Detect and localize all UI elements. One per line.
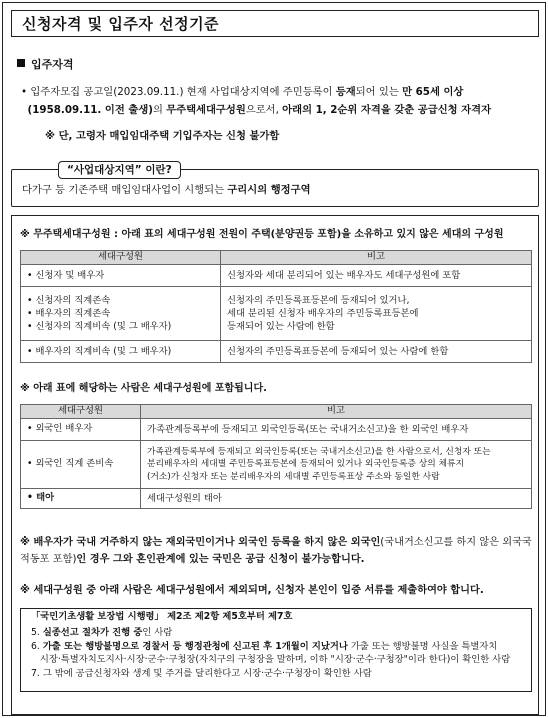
section-heading-text: 입주자격 — [31, 58, 74, 71]
included-member-table — [20, 404, 532, 509]
table-row — [21, 441, 532, 489]
table-header: 세대구성원 — [21, 405, 141, 419]
law-item-7: 7. 그 밖에 공급신청자와 생계 및 주거를 달리한다고 시장·군수·구청장이 확인한 사람 — [31, 668, 372, 680]
table-cell — [21, 341, 221, 363]
para-bold: 무주택세대구성원 — [166, 104, 246, 117]
table-header-row — [21, 251, 532, 265]
page-title: 신청자격 및 입주자 선정기준 — [11, 10, 539, 37]
table-row — [21, 489, 532, 509]
cell-line: (거소)가 신청자 또는 분리배우자의 세대별 주민등록표상 주소와 동일한 사람 — [147, 471, 440, 482]
para-text: 되어 있는 — [355, 86, 403, 98]
table-row — [21, 419, 532, 441]
para-text: 입주자모집 공고일(2023.09.11.) 현재 사업대상지역에 주민등록이 — [30, 86, 336, 98]
para-bold: 등재 — [335, 86, 356, 98]
notice-text: (국내거소신고를 하지 않은 외국국적동포 포함) — [20, 537, 532, 566]
item-bold: 가출 또는 행방불명으로 경찰서 등 행정관청에 신고된 후 1개월이 지났거나 — [42, 641, 348, 653]
para-text: 의 — [152, 104, 167, 117]
cell-line: 세대 분리된 신청자 배우자의 주민등록표등본에 — [227, 307, 419, 319]
cell-line: • 신청자 및 배우자 — [27, 269, 105, 281]
section-heading — [17, 58, 74, 73]
cell-line: 세대구성원의 태아 — [147, 492, 222, 504]
area-text: 다가구 등 기존주택 매입임대사업이 시행되는 — [22, 184, 228, 196]
cell-line: 신청자와 세대 분리되어 있는 배우자도 세대구성원에 포함 — [227, 269, 461, 281]
heading-no-house: ※ 무주택세대구성원 : 아래 표의 세대구성원 전원이 주택(분양권등 포함)을 소유하고 있지 않은 세대의 구성원 — [20, 229, 504, 240]
table-cell — [221, 287, 532, 341]
table-row — [21, 287, 532, 341]
restriction-note: ※ 단, 고령자 매입임대주택 기입주자는 신청 불가함 — [45, 130, 280, 142]
table-cell — [141, 419, 532, 441]
table-row — [21, 265, 532, 287]
table-header: 비고 — [141, 405, 532, 419]
para-text: 으로서, — [245, 104, 283, 117]
cell-line: 분리배우자의 세대별 주민등록표등본에 등재되어 있거나 외국인등록증 상의 체류지 — [147, 459, 464, 470]
law-item-6 — [31, 641, 521, 666]
table-header: 세대구성원 — [21, 251, 221, 265]
law-title: 「국민기초생활 보장법 시행령」 제2조 제2항 제5호부터 제7호 — [31, 611, 293, 622]
para-bold: 만 65세 이상 — [402, 86, 464, 98]
item-text: 6. — [31, 641, 43, 653]
table-cell — [141, 441, 532, 489]
table-cell — [21, 287, 221, 341]
para-bold: (1958.09.11. 이전 출생) — [27, 104, 153, 117]
table-cell: • 태아 — [21, 489, 141, 509]
table-cell: • 외국인 직계 존비속 — [21, 441, 141, 489]
item-text: 가출 또는 행방불명 사실을 특별자치 — [347, 641, 498, 653]
table-header: 비고 — [221, 251, 532, 265]
foreign-spouse-notice — [20, 534, 535, 569]
law-excerpt-box — [20, 608, 532, 692]
notice-bold: ※ 배우자가 국내 거주하지 않는 재외국민이거나 외국인 등록을 하지 않은 외국인 — [20, 537, 381, 548]
para-bold: 아래의 1, 2순위 자격을 갖춘 공급신청 자격자 — [282, 104, 492, 117]
heading-excluded: ※ 세대구성원 중 아래 사람은 세대구성원에서 제외되며, 신청자 본인이 입증 서류를 제출하여야 합니다. — [20, 585, 484, 596]
cell-line: • 신청자의 직계비속 (및 그 배우자) — [27, 321, 172, 332]
area-tag: “사업대상지역” 이란? — [58, 161, 181, 179]
table-cell — [221, 265, 532, 287]
household-member-table — [20, 250, 532, 363]
cell-line: 가족관계등록부에 등재되고 외국인등록(또는 국내거소신고)을 한 외국인 배우자 — [147, 423, 469, 435]
item-bold: 실종선고 절차가 진행 중 — [42, 626, 143, 638]
table-cell: • 외국인 배우자 — [21, 419, 141, 441]
cell-line: • 신청자의 직계존속 — [27, 294, 111, 306]
table-header-row — [21, 405, 532, 419]
eligibility-paragraph — [21, 83, 541, 119]
table-cell — [141, 489, 532, 509]
bullet-dot: • — [21, 86, 31, 98]
cell-line: 신청자의 주민등록표등본에 등재되어 있거나, — [227, 294, 410, 306]
law-item-5 — [31, 627, 521, 640]
cell-line: • 배우자의 직계비속 (및 그 배우자) — [27, 345, 172, 357]
area-text-bold: 구리시의 행정구역 — [227, 184, 311, 196]
cell-line: 등재되어 있는 사람에 한함 — [227, 321, 335, 332]
cell-line: • 배우자의 직계존속 — [27, 307, 111, 319]
item-text: 인 사람 — [142, 626, 173, 638]
square-bullet-icon — [17, 59, 25, 67]
document-page — [2, 2, 546, 716]
notice-bold: 인 경우 그와 혼인관계에 있는 국민은 공급 신청이 불가능합니다. — [76, 554, 365, 566]
item-text: 5. — [31, 626, 43, 638]
heading-included: ※ 아래 표에 해당하는 사람은 세대구성원에 포함됩니다. — [20, 383, 267, 394]
cell-line: 가족관계등록부에 등재되고 외국인등록(또는 국내거소신고)을 한 사람으로서, 신청자 또는 — [147, 447, 491, 458]
household-criteria-box — [11, 215, 539, 715]
item-text: 시장·특별자치도지사·시장·군수·구청장(자치구의 구청장을 말하며, 이하 "시장·군수·구청장"이라 한다)이 확인한 사람 — [39, 653, 511, 665]
table-row — [21, 341, 532, 363]
table-cell — [221, 341, 532, 363]
cell-line: 신청자의 주민등록표등본에 등재되어 있는 사람에 한함 — [227, 345, 449, 357]
table-cell — [21, 265, 221, 287]
